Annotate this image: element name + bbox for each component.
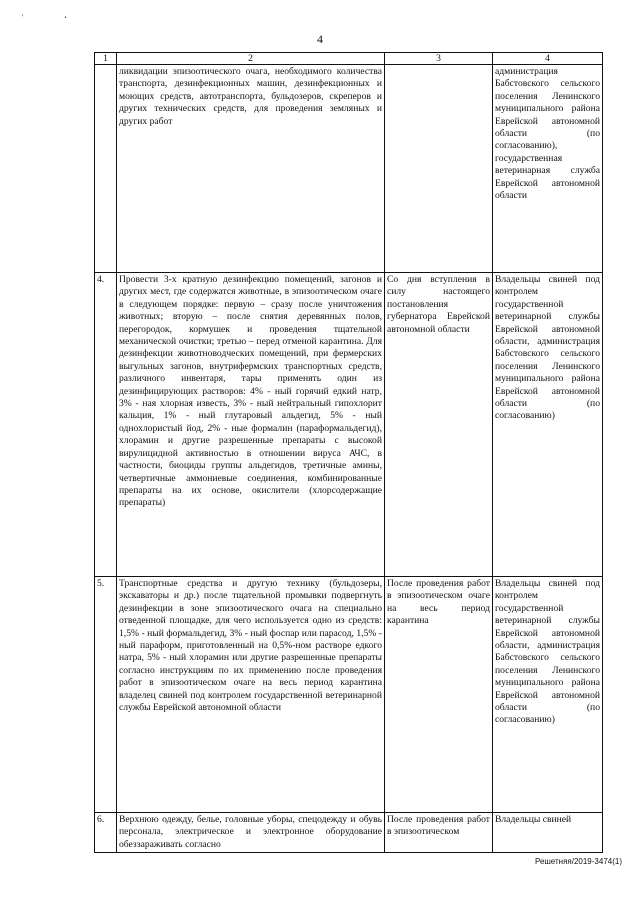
row-responsible: Владельцы свиней (493, 813, 603, 853)
row-measure: ликвидации эпизоотического очага, необходимого количества транспорта, дезинфекционных машин, дезинфекционных и моющих средств, автотранспорта, бульдозеров, скреперов и других технических средств, для проведения земляных и других работ (117, 65, 385, 273)
row-term (385, 65, 493, 273)
scan-specks: ' ・ (22, 13, 88, 22)
table-row (95, 273, 603, 577)
header-col-4: 4 (493, 53, 603, 65)
row-measure: Верхнюю одежду, белье, головные уборы, спецодежду и обувь персонала, электрическое и электронное оборудование обеззараживать согласно (117, 813, 385, 853)
document-footer: Решетняя/2019-3474(1) (534, 857, 622, 866)
row-number (95, 65, 117, 273)
table-row (95, 577, 603, 813)
header-col-2: 2 (117, 53, 385, 65)
row-measure: Транспортные средства и другую технику (бульдозеры, экскаваторы и др.) после тщательной промывки подвергнуть дезинфекции в зоне эпизоотического очага на специально отведенной площадке, для чего используется одно из средств: 1,5% - ный формальдегид, 3% - ный фоспар или парасод, 1,5% - ный параформ, приготовленный на 0,5%-ном растворе едкого натра, 5% - ный хлорамин или другие разрешенные препараты согласно инструкциям по их применению после проведения работ в эпизоотическом очаге на весь период карантина владелец свиней под контролем государственной ветеринарной службы Еврейской автономной области (117, 577, 385, 813)
page-number: 4 (317, 32, 323, 46)
table-header-row (95, 53, 603, 65)
row-term: После проведения работ в эпизоотическом (385, 813, 493, 853)
row-number: 6. (95, 813, 117, 853)
header-col-3: 3 (385, 53, 493, 65)
row-number: 5. (95, 577, 117, 813)
header-col-1: 1 (95, 53, 117, 65)
row-responsible: администрация Бабстовского сельского поселения Ленинского муниципального района Еврейской автономной области (по согласованию), государственная ветеринарная служба Еврейской автономной области (493, 65, 603, 273)
table-row (95, 813, 603, 853)
table-row (95, 65, 603, 273)
measures-table (94, 52, 603, 853)
row-term: После проведения работ в эпизоотическом очаге на весь период карантина (385, 577, 493, 813)
row-responsible: Владельцы свиней под контролем государственной ветеринарной службы Еврейской автономной области, администрация Бабстовского сельского поселения Ленинского муниципального района Еврейской автономной области (по согласованию) (493, 273, 603, 577)
row-number: 4. (95, 273, 117, 577)
row-measure: Провести 3-х кратную дезинфекцию помещений, загонов и других мест, где содержатся животные, в эпизоотическом очаге в следующем порядке: первую – сразу после уничтожения животных; вторую – после снятия деревянных полов, перегородок, кормушек и проведения тщательной механической очистки; третью – перед отменой карантина. Для дезинфекции животноводческих помещений, при фермерских выгульных загонов, внутрифермских транспортных средств, различного инвентаря, тары применять один из дезинфицирующих растворов: 4% - ный горячий едкий натр, 3% - ная хлорная известь, 3% - ный нейтральный гипохлорит кальция, 1% - ный глутаровый альдегид, 5% - ный однохлористый йод, 2% - ные формалин (параформальдегид), хлорамин и другие разрешенные препараты с высокой вирулицидной активностью в отношении вируса АЧС, в частности, биоциды группы альдегидов, третичные амины, четвертичные аммониевые соединения, комбинированные препараты на их основе, окислители (хлорсодержащие препараты) (117, 273, 385, 577)
row-responsible: Владельцы свиней под контролем государственной ветеринарной службы Еврейской автономной области, администрация Бабстовского сельского поселения Ленинского муниципального района Еврейской автономной области (по согласованию) (493, 577, 603, 813)
row-term: Со дня вступления в силу настоящего постановления губернатора Еврейской автономной области (385, 273, 493, 577)
